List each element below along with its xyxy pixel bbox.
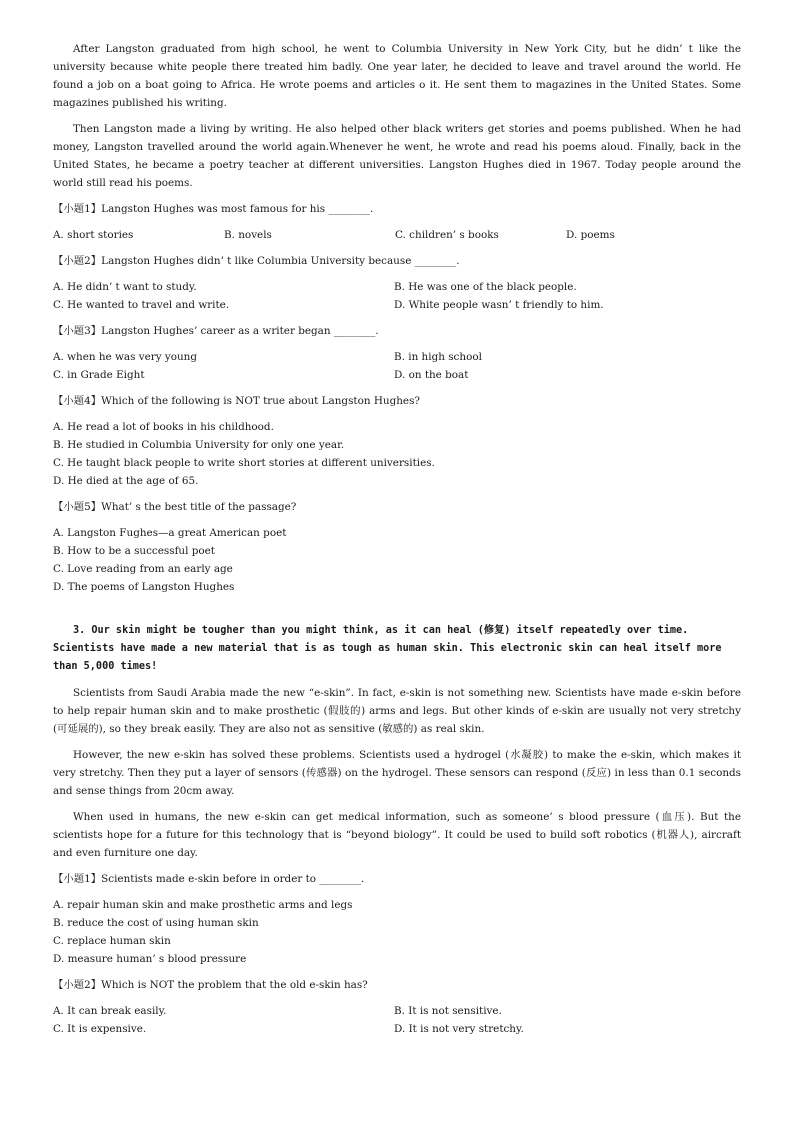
passage1-question-2-options xyxy=(53,278,741,314)
passage2-paragraph-3: When used in humans, the new e-skin can get medical information, such as someone’ s blood pressure (血压). But the scientists hope for a future for this technology that is “beyond biology”. It could be used to build soft robotics (机器人), aircraft and even furniture one day. xyxy=(53,811,741,859)
passage1-question-3-options xyxy=(53,348,741,384)
option-c: C. He wanted to travel and write. xyxy=(53,299,230,311)
passage1-question-1-options xyxy=(53,226,741,244)
worksheet-page xyxy=(53,40,741,1046)
passage2-title: 3. Our skin might be tougher than you might think, as it can heal (修复) itself repeatedly over time. Scientists have made a new material that is as tough as human skin. This electronic skin can heal itself more than 5,000 times! xyxy=(53,625,722,672)
passage2-question-2: 【小题2】Which is NOT the problem that the old e-skin has? xyxy=(53,979,368,991)
passage1-question-5-options xyxy=(53,524,741,596)
passage1-paragraph-2: Then Langston made a living by writing. He also helped other black writers get stories and poems published. When he had money, Langston travelled around the world again.Whenever he went, he wrote and read his poems aloud. Finally, back in the United States, he became a poetry teacher at different universities. Langston Hughes died in 1967. Today people around the world still read his poems. xyxy=(53,123,741,189)
option-d: D. poems xyxy=(566,229,615,241)
option-c: C. It is expensive. xyxy=(53,1023,147,1035)
option-d: D. The poems of Langston Hughes xyxy=(53,581,235,593)
passage2-question-2-options xyxy=(53,1002,741,1038)
option-b: B. He was one of the black people. xyxy=(394,281,577,293)
option-b: B. He studied in Columbia University for only one year. xyxy=(53,439,345,451)
option-c: C. replace human skin xyxy=(53,935,171,947)
option-d: D. It is not very stretchy. xyxy=(394,1023,524,1035)
option-a: A. short stories xyxy=(53,229,134,241)
passage2-question-1-options xyxy=(53,896,741,968)
option-c: C. children’ s books xyxy=(395,229,499,241)
option-d: D. measure human’ s blood pressure xyxy=(53,953,247,965)
passage2-paragraph-2: However, the new e-skin has solved these problems. Scientists used a hydrogel (水凝胶) to make the e-skin, which makes it very stretchy. Then they put a layer of sensors (传感器) on the hydrogel. These sensors can respond (反应) in less than 0.1 seconds and sense things from 20cm away. xyxy=(53,749,741,797)
passage1-question-1: 【小题1】Langston Hughes was most famous for his ________. xyxy=(53,203,374,215)
passage2-paragraph-1: Scientists from Saudi Arabia made the new “e-skin”. In fact, e-skin is not something new. Scientists have made e-skin before to help repair human skin and to make prosthetic (假肢的) arms and legs. But other kinds of e-skin are usually not very stretchy (可延展的), so they break easily. They are also not as sensitive (敏感的) as real skin. xyxy=(53,687,741,735)
option-c: C. He taught black people to write short stories at different universities. xyxy=(53,457,435,469)
passage1-question-4-options xyxy=(53,418,741,490)
passage1-question-3: 【小题3】Langston Hughes’ career as a writer began ________. xyxy=(53,325,379,337)
option-d: D. on the boat xyxy=(394,369,469,381)
passage1-question-4: 【小题4】Which of the following is NOT true about Langston Hughes? xyxy=(53,395,420,407)
option-b: B. in high school xyxy=(394,351,482,363)
passage1-paragraph-1: After Langston graduated from high school, he went to Columbia University in New York City, but he didn’ t like the university because white people there treated him badly. One year later, he decided to leave and travel around the world. He found a job on a boat going to Africa. He wrote poems and articles o it. He sent them to magazines in the United States. Some magazines published his writing. xyxy=(53,43,741,109)
passage1-question-5: 【小题5】What’ s the best title of the passage? xyxy=(53,501,297,513)
option-c: C. in Grade Eight xyxy=(53,369,145,381)
option-a: A. repair human skin and make prosthetic arms and legs xyxy=(53,899,353,911)
option-b: B. How to be a successful poet xyxy=(53,545,215,557)
option-d: D. He died at the age of 65. xyxy=(53,475,199,487)
option-d: D. White people wasn’ t friendly to him. xyxy=(394,299,604,311)
option-c: C. Love reading from an early age xyxy=(53,563,233,575)
option-b: B. It is not sensitive. xyxy=(394,1005,502,1017)
option-a: A. It can break easily. xyxy=(53,1005,167,1017)
option-b: B. reduce the cost of using human skin xyxy=(53,917,259,929)
passage1-question-2: 【小题2】Langston Hughes didn’ t like Columbia University because ________. xyxy=(53,255,460,267)
option-a: A. when he was very young xyxy=(53,351,198,363)
option-b: B. novels xyxy=(224,229,272,241)
passage2-question-1: 【小题1】Scientists made e-skin before in order to ________. xyxy=(53,873,365,885)
option-a: A. He didn’ t want to study. xyxy=(53,281,197,293)
option-a: A. Langston Fughes—a great American poet xyxy=(53,527,287,539)
option-a: A. He read a lot of books in his childhood. xyxy=(53,421,274,433)
